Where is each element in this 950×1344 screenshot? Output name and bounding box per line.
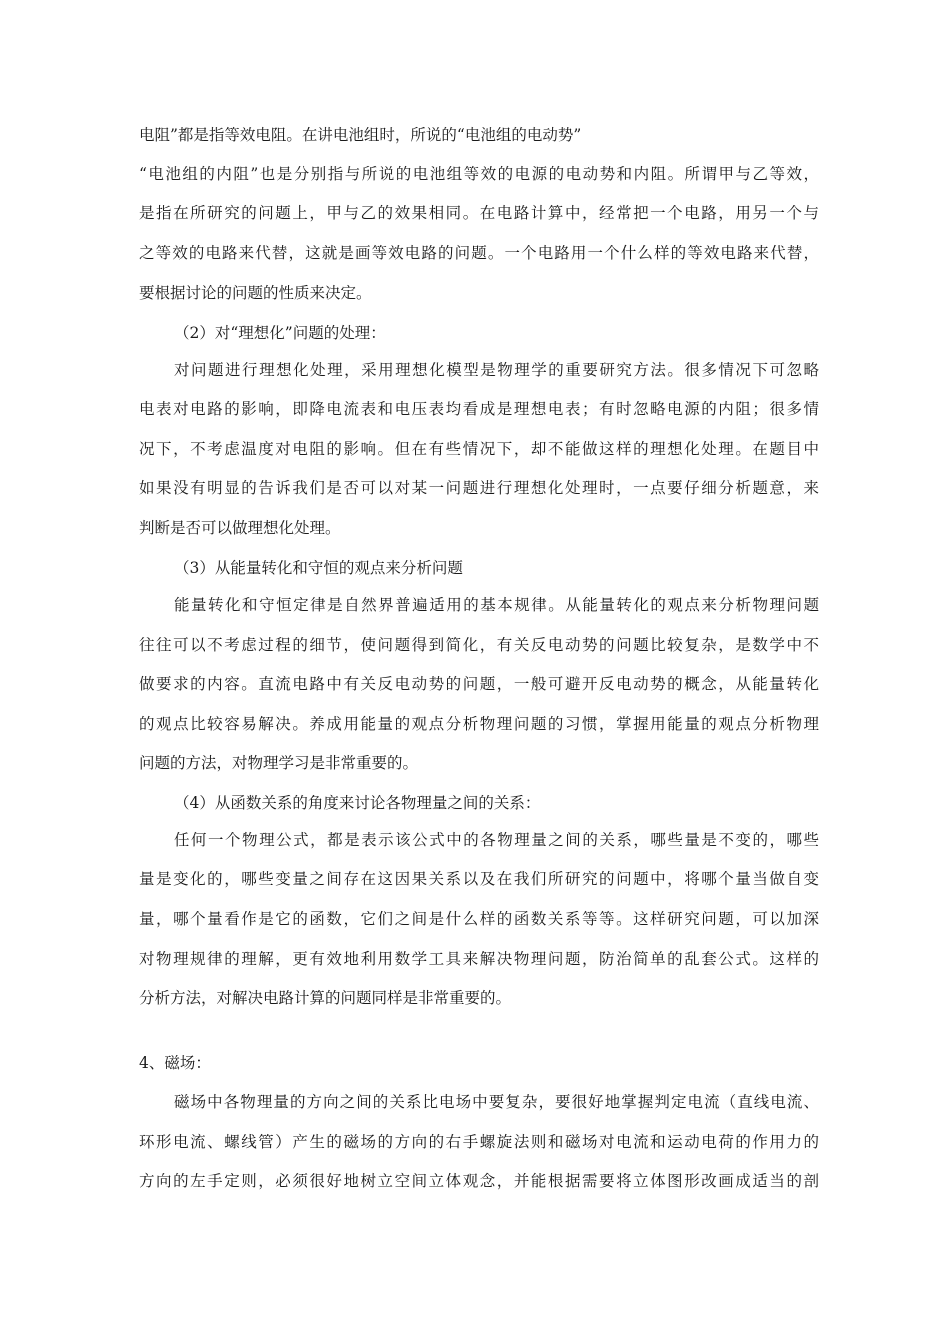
paragraph-line: 电表对电路的影响，即降电流表和电压表均看成是理想电表；有时忽略电源的内阻；很多情 xyxy=(139,400,819,418)
paragraph-line: 分析方法，对解决电路计算的问题同样是非常重要的。 xyxy=(139,989,512,1007)
paragraph-line: 能量转化和守恒定律是自然界普遍适用的基本规律。从能量转化的观点来分析物理问题 xyxy=(174,596,819,614)
paragraph-line: 对问题进行理想化处理，采用理想化模型是物理学的重要研究方法。很多情况下可忽略 xyxy=(174,361,819,379)
paragraph-line: 任何一个物理公式，都是表示该公式中的各物理量之间的关系，哪些量是不变的，哪些 xyxy=(174,831,819,849)
paragraph-line: 况下，不考虑温度对电阻的影响。但在有些情况下，却不能做这样的理想化处理。在题目中 xyxy=(139,440,819,458)
section-heading: 4、磁场： xyxy=(139,1054,211,1072)
paragraph-line: 要根据讨论的问题的性质来决定。 xyxy=(139,284,372,302)
paragraph-line: 问题的方法，对物理学习是非常重要的。 xyxy=(139,754,419,772)
paragraph-line: 做要求的内容。直流电路中有关反电动势的问题，一般可避开反电动势的概念，从能量转化 xyxy=(139,675,819,693)
paragraph-line: “电池组的内阻”也是分别指与所说的电池组等效的电源的电动势和内阻。所谓甲与乙等效， xyxy=(139,165,819,183)
paragraph-line: 判断是否可以做理想化处理。 xyxy=(139,519,341,537)
paragraph-line: 磁场中各物理量的方向之间的关系比电场中要复杂，要很好地掌握判定电流（直线电流、 xyxy=(174,1093,819,1111)
paragraph-line: 量是变化的，哪些变量之间存在这因果关系以及在我们所研究的问题中，将哪个量当做自变 xyxy=(139,870,819,888)
paragraph-line: 的观点比较容易解决。养成用能量的观点分析物理问题的习惯，掌握用能量的观点分析物理 xyxy=(139,715,819,733)
paragraph-line: 往往可以不考虑过程的细节，使问题得到简化，有关反电动势的问题比较复杂，是数学中不 xyxy=(139,636,819,654)
subsection-heading: （3）从能量转化和守恒的观点来分析问题 xyxy=(174,559,463,577)
subsection-heading: （4）从函数关系的角度来讨论各物理量之间的关系： xyxy=(174,794,541,812)
paragraph-line: 电阻”都是指等效电阻。在讲电池组时，所说的“电池组的电动势” xyxy=(139,126,582,144)
paragraph-line: 是指在所研究的问题上，甲与乙的效果相同。在电路计算中，经常把一个电路，用另一个与 xyxy=(139,204,819,222)
subsection-heading: （2）对“理想化”问题的处理： xyxy=(174,324,386,342)
paragraph-line: 对物理规律的理解，更有效地利用数学工具来解决物理问题，防治简单的乱套公式。这样的 xyxy=(139,950,819,968)
paragraph-line: 之等效的电路来代替，这就是画等效电路的问题。一个电路用一个什么样的等效电路来代替， xyxy=(139,244,819,262)
paragraph-line: 方向的左手定则，必须很好地树立空间立体观念，并能根据需要将立体图形改画成适当的剖 xyxy=(139,1172,819,1190)
paragraph-line: 量，哪个量看作是它的函数，它们之间是什么样的函数关系等等。这样研究问题，可以加深 xyxy=(139,910,819,928)
paragraph-line: 环形电流、螺线管）产生的磁场的方向的右手螺旋法则和磁场对电流和运动电荷的作用力的 xyxy=(139,1133,819,1151)
paragraph-line: 如果没有明显的告诉我们是否可以对某一问题进行理想化处理时，一点要仔细分析题意，来 xyxy=(139,479,819,497)
